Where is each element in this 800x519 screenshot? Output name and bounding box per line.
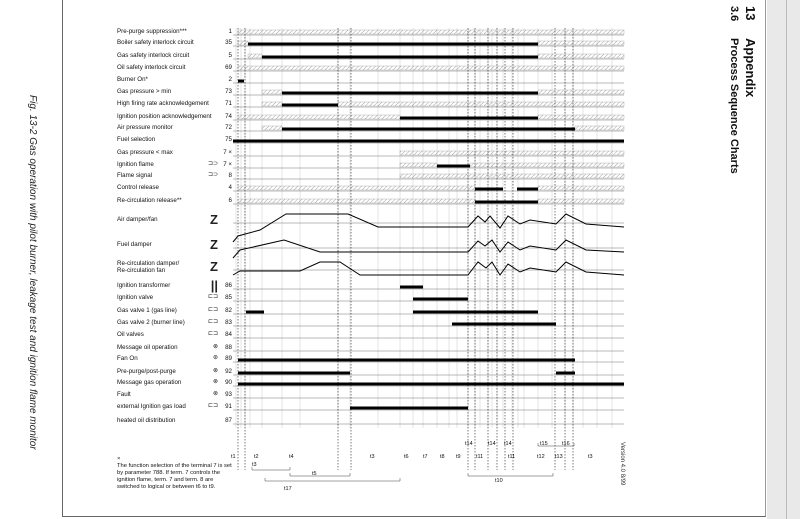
- figure-caption: Fig. 13-2 Gas operation with pilot burner, leakage test and ignition flame monitor: [27, 95, 38, 450]
- row-label: external Ignition gas load: [117, 403, 186, 410]
- terminal-number: 86: [225, 282, 232, 289]
- terminal-number: 85: [225, 294, 232, 301]
- device-symbol-icon: ⊗: [212, 391, 218, 397]
- damper-curve: [233, 262, 624, 275]
- hatched-segment: [538, 115, 624, 119]
- device-symbol-icon: ⊗: [212, 368, 218, 374]
- row-label: Gas valve 2 (burner line): [117, 319, 185, 326]
- hatched-segment: [538, 41, 624, 45]
- row-label: Air damper/fan: [117, 216, 158, 223]
- time-label: t7: [423, 454, 428, 460]
- time-label-top: t14: [504, 441, 512, 447]
- row-label: Ignition position acknowledgement: [117, 113, 212, 120]
- row-label: Ignition valve: [117, 294, 154, 301]
- signal-bar: [437, 165, 470, 168]
- time-bracket: [265, 478, 400, 481]
- device-symbol-icon: ⊗: [212, 344, 218, 350]
- terminal-number: 5: [228, 52, 232, 59]
- signal-bar: [238, 80, 244, 83]
- terminal-number: 73: [225, 88, 232, 95]
- row-label: Gas pressure > min: [117, 88, 172, 95]
- terminal-number: 6: [228, 197, 232, 204]
- device-symbol-icon: ⊛: [212, 355, 218, 361]
- hatched-segment: [238, 199, 475, 203]
- row-label: Fault: [117, 391, 131, 398]
- time-label: t3: [588, 454, 593, 460]
- hatched-segment: [538, 90, 624, 94]
- time-label-top: t15: [540, 441, 548, 447]
- terminal-number: 2: [228, 76, 232, 83]
- device-symbol-icon: ⊏⊐: [207, 403, 218, 409]
- row-label: Pre-purge suppression***: [117, 28, 187, 35]
- row-label: Oil safety interlock circuit: [117, 64, 186, 71]
- row-label: Control release: [117, 184, 159, 191]
- footnote: [117, 456, 237, 491]
- row-label: Gas pressure < max: [117, 149, 173, 156]
- time-label-top: t14: [465, 441, 473, 447]
- row-label: Ignition transformer: [117, 282, 171, 289]
- hatched-segment: [400, 174, 624, 178]
- signal-bar: [413, 298, 468, 301]
- time-label: t1: [231, 454, 236, 460]
- terminal-number: 84: [225, 331, 232, 338]
- row-label: Flame signal: [117, 172, 153, 179]
- device-symbol-icon: ⊗: [212, 379, 218, 385]
- terminal-number: 71: [225, 100, 232, 107]
- signal-bar: [282, 92, 538, 95]
- row-label: Message oil operation: [117, 344, 178, 351]
- hatched-segment: [238, 30, 624, 34]
- signal-bar: [452, 323, 556, 326]
- terminal-number: 82: [225, 307, 232, 314]
- hatched-segment: [238, 115, 400, 119]
- row-label: Pre-purge/post-purge: [117, 368, 176, 375]
- terminal-number: 92: [225, 368, 232, 375]
- time-span-label: t10: [495, 478, 503, 484]
- time-span-label: t17: [284, 486, 292, 492]
- signal-bar: [282, 104, 338, 107]
- hatched-segment: [338, 102, 624, 106]
- terminal-number: 90: [225, 379, 232, 386]
- hatched-segment: [238, 66, 624, 70]
- time-label: t2: [254, 454, 259, 460]
- section-title: Process Sequence Charts: [728, 38, 740, 174]
- hatched-segment: [400, 151, 624, 155]
- hatched-segment: [238, 41, 248, 45]
- hatched-segment: [262, 102, 282, 106]
- damper-symbol-icon: Z: [210, 237, 218, 252]
- terminal-number: 69: [225, 64, 232, 71]
- time-label-top: t16: [562, 441, 570, 447]
- time-label: t13: [555, 454, 563, 460]
- signal-bar: [350, 407, 468, 410]
- terminal-number: 7 ×: [223, 161, 232, 168]
- hatched-segment: [238, 186, 475, 190]
- signal-bar: [248, 43, 538, 46]
- row-label: heated oil distribution: [117, 417, 176, 424]
- time-label: t4: [289, 454, 294, 460]
- terminal-number: 87: [225, 417, 232, 424]
- row-label: High firing rate acknowledgement: [117, 100, 209, 107]
- hatched-segment: [470, 163, 624, 167]
- signal-bar: [413, 311, 538, 314]
- chapter-title: Appendix: [743, 38, 758, 98]
- row-label: Gas safety interlock circuit: [117, 52, 190, 59]
- time-label-top: t14: [488, 441, 496, 447]
- damper-symbol-icon: Z: [210, 212, 218, 227]
- time-span-label: t5: [312, 471, 317, 477]
- row-label: Gas valve 1 (gas line): [117, 307, 177, 314]
- time-label: t6: [404, 454, 409, 460]
- version-note: Version 4.0 8/99: [619, 442, 625, 486]
- hatched-segment: [262, 90, 282, 94]
- damper-symbol-icon: Z: [210, 259, 218, 274]
- terminal-number: 72: [225, 124, 232, 131]
- signal-bar: [238, 359, 575, 362]
- terminal-number: 83: [225, 319, 232, 326]
- row-label: Re-circulation damper/: [117, 260, 180, 267]
- device-symbol-icon: ⊏⊐: [207, 331, 218, 337]
- device-symbol-icon: ⊐⊃: [207, 172, 218, 178]
- device-symbol-icon: ⊏⊐: [207, 319, 218, 325]
- signal-bar: [238, 383, 624, 386]
- row-label: Burner On*: [117, 76, 148, 83]
- device-symbol-icon: ||: [210, 278, 218, 293]
- terminal-number: 35: [225, 39, 232, 46]
- signal-bar: [233, 140, 624, 143]
- signal-bar: [262, 56, 538, 59]
- hatched-segment: [538, 186, 624, 190]
- hatched-segment: [575, 126, 624, 130]
- device-symbol-icon: ⊏⊐: [207, 307, 218, 313]
- damper-curve: [233, 214, 624, 242]
- terminal-number: 7 ×: [223, 149, 232, 156]
- hatched-segment: [248, 54, 262, 58]
- time-label: t11: [508, 454, 516, 460]
- terminal-number: 4: [228, 184, 232, 191]
- row-label: Boiler safety interlock circuit: [117, 39, 194, 46]
- time-label: t12: [537, 454, 545, 460]
- time-bracket: [468, 473, 553, 476]
- time-label: t3: [370, 454, 375, 460]
- device-symbol-icon: ⊐⊃: [207, 161, 218, 167]
- row-label: Fuel damper: [117, 241, 152, 248]
- row-label: Fuel selection: [117, 136, 156, 143]
- time-label: t11: [476, 454, 484, 460]
- time-label: t8: [440, 454, 445, 460]
- hatched-segment: [262, 126, 282, 130]
- terminal-number: 74: [225, 113, 232, 120]
- row-label: Air pressure monitor: [117, 124, 173, 131]
- hatched-segment: [538, 199, 624, 203]
- terminal-number: 89: [225, 355, 232, 362]
- signal-bar: [475, 201, 538, 204]
- signal-bar: [246, 311, 264, 314]
- terminal-number: 8: [228, 172, 232, 179]
- section-number: 3.6: [728, 6, 740, 22]
- hatched-segment: [538, 54, 624, 58]
- row-label: Message gas operation: [117, 379, 182, 386]
- terminal-number: 75: [225, 136, 232, 143]
- footnote-text: The function selection of the terminal 7 is set by parameter 788. If term. 7 controls the ignition flame, term. 7 and term. 8 are switched to logical or between t6 to t9.: [117, 463, 232, 490]
- row-label: Ignition flame: [117, 161, 154, 168]
- terminal-number: 88: [225, 344, 232, 351]
- terminal-number: 91: [225, 403, 232, 410]
- time-bracket: [290, 473, 350, 476]
- signal-bar: [282, 128, 575, 131]
- damper-curve: [233, 240, 624, 258]
- signal-bar: [400, 286, 423, 289]
- signal-bar: [475, 188, 503, 191]
- hatched-segment: [400, 163, 437, 167]
- device-symbol-icon: ⊏⊐: [207, 294, 218, 300]
- row-label: Re-circulation release**: [117, 197, 182, 204]
- signal-bar: [400, 117, 538, 120]
- terminal-number: 1: [228, 28, 232, 35]
- row-label: Oil valves: [117, 331, 144, 338]
- signal-bar: [556, 372, 575, 375]
- time-label: t9: [456, 454, 461, 460]
- row-label-line2: Re-circulation fan: [117, 267, 166, 274]
- footnote-marker: ×: [117, 456, 121, 462]
- signal-bar: [517, 188, 538, 191]
- time-span-label: t3: [252, 462, 257, 468]
- terminal-number: 93: [225, 391, 232, 398]
- chapter-number: 13: [743, 6, 758, 21]
- signal-bar: [238, 372, 350, 375]
- row-label: Fan On: [117, 355, 138, 362]
- time-bracket: [252, 467, 290, 470]
